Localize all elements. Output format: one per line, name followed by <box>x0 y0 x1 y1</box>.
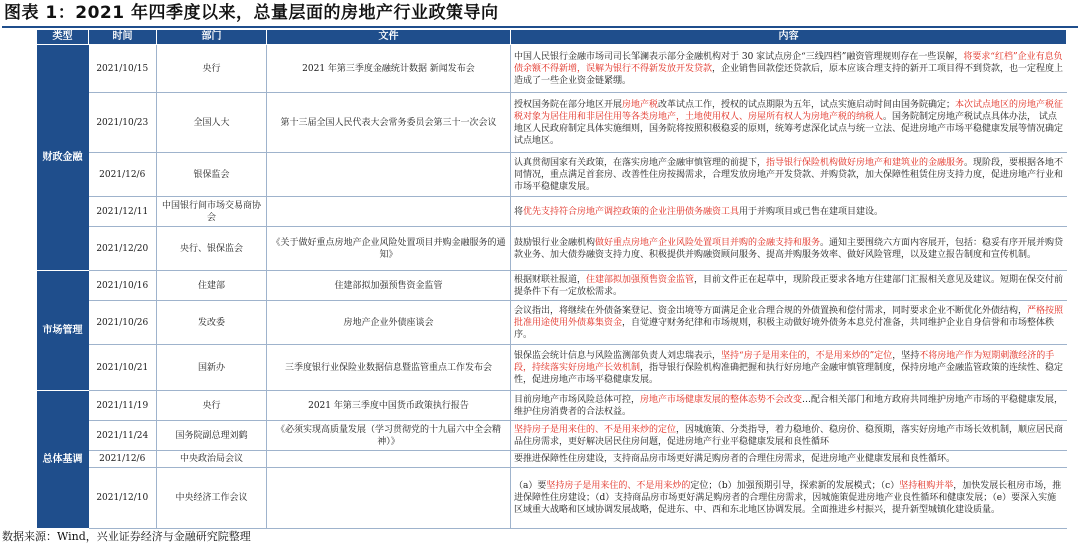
highlight-text: 房地产税 <box>622 99 659 110</box>
content-text: ，指导银行保险机构准确把握和执行好房地产金融审慎管理制度，保持房地产金融监管政策的连续性、稳定性，促进房地产市场平稳健康发展。 <box>514 362 1064 385</box>
row-content <box>511 93 1067 153</box>
highlight-text: 坚持房子是用来住的、不是用来炒的定位 <box>514 424 677 435</box>
row-department: 全国人大 <box>157 93 267 153</box>
table-row <box>37 451 1067 468</box>
content-text: 授权国务院在部分地区开展 <box>514 99 623 110</box>
table-row <box>37 345 1067 391</box>
content-text: 。通知主要围绕六方面内容展开，包括：稳妥有序开展并购贷款业务、加大债券融资支持力度、积极提供并购融资顾问服务、提高并购服务效率、做好风险管理，以及建立报告制度和宣传机制。 <box>514 237 1064 260</box>
content-text: ，坚持 <box>892 350 920 361</box>
table-row <box>37 468 1067 529</box>
row-content <box>511 468 1067 529</box>
highlight-text: 严格按照批准用途使用外债募集资金 <box>514 305 1064 328</box>
row-content <box>511 421 1067 451</box>
header-content: 内容 <box>511 30 1067 45</box>
row-department: 银保监会 <box>157 153 267 197</box>
content-text: 改革试点工作，授权的试点期限为五年，试点实施启动时间由国务院确定； <box>658 99 956 110</box>
row-document: 房地产企业外债座谈会 <box>267 301 511 345</box>
content-text: 根据财联社报道， <box>514 274 587 285</box>
content-text: 定位；（b）加强预期引导，探索新的发展模式；（c） <box>690 481 900 491</box>
row-document: 2021 年第三季度中国货币政策执行报告 <box>267 391 511 421</box>
content-text: 用于并购项目或已售在建项目建设。 <box>739 206 884 217</box>
header-date: 时间 <box>89 30 157 45</box>
content-text: ，加快发展长租房市场，推进保障性住房建设；（d）支持商品房市场更好满足购房者的合理住房需求，因城施策促进房地产业良性循环和健康发展；（e）要深入实施区域重大战略和区域协调发展战略，促进东、中、西和东北地区协调发展。全面推进乡村振兴，提升新型城镇化建设质量。 <box>514 481 1062 515</box>
content-text: …配合相关部门和地方政府共同维护房地产市场的平稳健康发展，维护住房消费者的合法权益。 <box>514 394 1064 417</box>
table-row <box>37 45 1067 93</box>
row-department: 央行、银保监会 <box>157 227 267 271</box>
table-row <box>37 271 1067 301</box>
row-content <box>511 391 1067 421</box>
highlight-text: 指导银行保险机构做好房地产和建筑业的金融服务 <box>766 157 965 168</box>
row-date: 2021/12/10 <box>89 468 157 529</box>
content-text: 。国务院制定房地产税试点具体办法， 试点地区人民政府制定具体实施细则，国务院将按照积极稳妥的原则，统筹考虑深化试点与统一立法、促进房地产市场平稳健康发展等情况确定试点地区。 <box>514 111 1064 146</box>
row-document: 《关于做好重点房地产企业风险处置项目并购金融服务的通知》 <box>267 227 511 271</box>
row-content <box>511 227 1067 271</box>
row-date: 2021/10/15 <box>89 45 157 93</box>
category-tone: 总体基调 <box>37 391 89 529</box>
row-content <box>511 345 1067 391</box>
row-document <box>267 197 511 227</box>
highlight-text: 坚持房子是用来住的、不是用来炒的 <box>546 481 691 491</box>
row-date: 2021/10/23 <box>89 93 157 153</box>
row-department: 中央经济工作会议 <box>157 468 267 529</box>
content-text: 中国人民银行金融市场司司长邹澜表示部分金融机构对于 30 家试点房企“三线四档”融资管理规则存在一些误解， <box>514 51 964 62</box>
row-document <box>267 468 511 529</box>
header-type: 类型 <box>37 30 89 45</box>
highlight-text: 房地产市场健康发展的整体态势不会改变 <box>640 394 803 405</box>
row-department: 央行 <box>157 45 267 93</box>
content-text: 认真贯彻国家有关政策，在落实房地产金融审慎管理的前提下， <box>514 157 767 168</box>
row-document <box>267 153 511 197</box>
highlight-text: 做好重点房地产企业风险处置项目并购的金融支持和服务 <box>595 237 821 248</box>
row-document: 第十三届全国人民代表大会常务委员会第三十一次会议 <box>267 93 511 153</box>
highlight-text: 将要求“红档”企业有息负债余额不得新增，误解为银行不得新发放开发贷款 <box>514 51 1063 74</box>
content-text: 将 <box>514 206 524 217</box>
content-text: ，目前文件正在起草中，现阶段正要求各地方住建部门汇报相关意见及建议。短期在保交付前提条件下有一定放松需求。 <box>514 274 1064 297</box>
row-content <box>511 271 1067 301</box>
row-date: 2021/10/16 <box>89 271 157 301</box>
category-market: 市场管理 <box>37 271 89 391</box>
row-department: 中国银行间市场交易商协会 <box>157 197 267 227</box>
header-department: 部门 <box>157 30 267 45</box>
row-content <box>511 45 1067 93</box>
row-date: 2021/12/20 <box>89 227 157 271</box>
row-department: 央行 <box>157 391 267 421</box>
table-row <box>37 421 1067 451</box>
row-department: 中央政治局会议 <box>157 451 267 468</box>
content-text: 要推进保障性住房建设，支持商品房市场更好满足购房者的合理住房需求，促进房地产业健康发展和良性循环。 <box>514 454 956 464</box>
content-text: 。现阶段，要根据各地不同情况，重点满足首套房、改善性住房按揭需求，合理发放房地产开发贷款、并购贷款，加大保障性租赁住房支持力度，促进房地产行业和市场平稳健康发展。 <box>514 157 1064 192</box>
highlight-text: 本次试点地区的房地产税征税对象为居住用和非居住用等各类房地产，土地使用权人、房屋所有权人为房地产税的纳税人 <box>514 99 1064 122</box>
row-date: 2021/12/6 <box>89 451 157 468</box>
policy-table <box>36 29 1067 529</box>
table-row <box>37 197 1067 227</box>
title-underline <box>2 26 1078 28</box>
content-text: 目前房地产市场风险总体可控， <box>514 394 641 405</box>
row-date: 2021/10/21 <box>89 345 157 391</box>
row-content <box>511 451 1067 468</box>
row-date: 2021/12/11 <box>89 197 157 227</box>
highlight-text: 住建部拟加强预售资金监管 <box>586 274 695 285</box>
row-date: 2021/11/19 <box>89 391 157 421</box>
table-row <box>37 153 1067 197</box>
category-fiscal: 财政金融 <box>37 45 89 271</box>
row-content <box>511 301 1067 345</box>
highlight-text: 优先支持符合房地产调控政策的企业注册债务融资工具 <box>523 206 740 217</box>
row-date: 2021/12/6 <box>89 153 157 197</box>
data-source-note: 数据来源：Wind，兴业证券经济与金融研究院整理 <box>2 530 251 543</box>
row-department: 国新办 <box>157 345 267 391</box>
content-text: ，因城施策、分类指导，着力稳地价、稳房价、稳预期，落实好房地产市场长效机制，顺应居民商品住房需求，更好解决居民住房问题，促进房地产行业平稳健康发展和良性循环 <box>514 424 1064 447</box>
row-document <box>267 451 511 468</box>
row-content <box>511 197 1067 227</box>
row-document: 住建部拟加强预售资金监管 <box>267 271 511 301</box>
table-row <box>37 227 1067 271</box>
table-row <box>37 93 1067 153</box>
header-document: 文件 <box>267 30 511 45</box>
row-date: 2021/11/24 <box>89 421 157 451</box>
content-text: 鼓励银行业金融机构 <box>514 237 596 248</box>
table-header-row <box>37 30 1067 45</box>
row-department: 发改委 <box>157 301 267 345</box>
content-text: ，自觉遵守财务纪律和市场规则，积极主动做好境外债务本息兑付准备，共同维护企业自身信誉和市场整体秩序。 <box>514 317 1055 340</box>
row-document: 三季度银行业保险业数据信息暨监管重点工作发布会 <box>267 345 511 391</box>
row-document: 《必须实现高质量发展（学习贯彻党的十九届六中全会精神）》 <box>267 421 511 451</box>
row-department: 住建部 <box>157 271 267 301</box>
content-text: ，企业销售回款偿还贷款后，原本应该合理支持的新开工项目得不到贷款，也一定程度上造成了一些企业资金链紧绷。 <box>514 63 1064 86</box>
row-content <box>511 153 1067 197</box>
content-text: （a）要 <box>514 481 547 491</box>
highlight-text: 不将房地产作为短期刺激经济的手段，持续落实好房地产长效机制 <box>514 350 1055 373</box>
table-row <box>37 301 1067 345</box>
row-date: 2021/10/26 <box>89 301 157 345</box>
figure-title: 图表 1：2021 年四季度以来，总量层面的房地产行业政策导向 <box>4 3 499 23</box>
row-department: 国务院副总理刘鹤 <box>157 421 267 451</box>
highlight-text: 坚持租购并举 <box>899 481 954 491</box>
table-row <box>37 391 1067 421</box>
highlight-text: 坚持“房子是用来住的，不是用来炒的”定位 <box>721 350 893 361</box>
content-text: 银保监会统计信息与风险监测部负责人刘忠瑞表示， <box>514 350 722 361</box>
content-text: 会议指出，将继续在外债备案登记、资金出境等方面满足企业合理合规的外债置换和偿付需求，同时要求企业不断优化外债结构， <box>514 305 1028 316</box>
row-document: 2021 年第三季度金融统计数据 新闻发布会 <box>267 45 511 93</box>
